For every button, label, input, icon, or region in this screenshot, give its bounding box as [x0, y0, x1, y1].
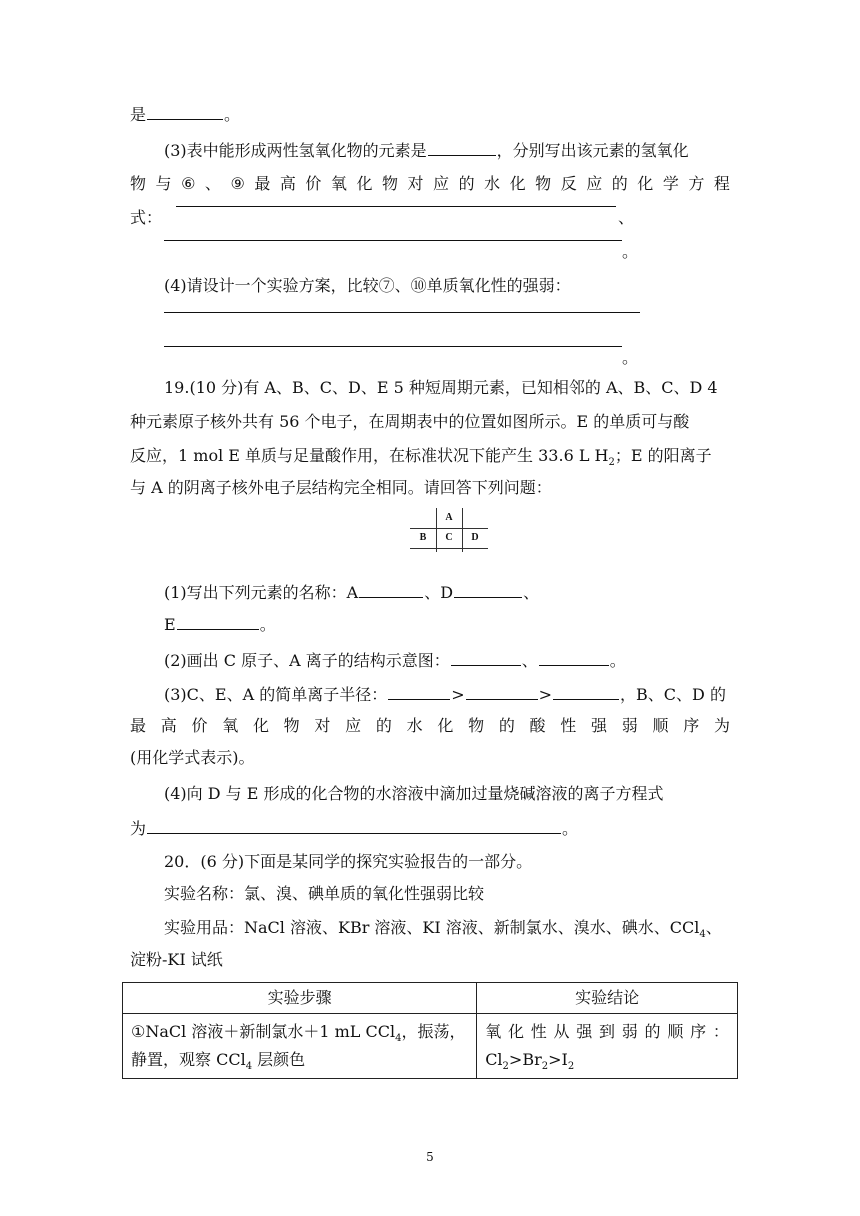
- q19-part3: (3)C、E、A 的简单离子半径： > > ，B、C、D 的: [164, 685, 726, 704]
- q19-line4: 与 A 的阴离子核外电子层结构完全相同。请回答下列问题：: [130, 478, 552, 497]
- spread-char: 应: [345, 716, 362, 735]
- spread-char: 弱: [621, 716, 638, 735]
- q19-part1-e: E 。: [164, 615, 276, 634]
- spread-char: 到: [599, 1022, 616, 1041]
- q20-name: 实验名称：氯、溴、碘单质的氧化性强弱比较: [164, 884, 485, 903]
- answer-blank[interactable]: [388, 684, 450, 700]
- q20-items-line2: 淀粉-KI 试纸: [130, 950, 223, 969]
- page-number: 5: [426, 1150, 434, 1164]
- spread-char: 氧: [485, 1022, 502, 1041]
- answer-blank[interactable]: [553, 684, 619, 700]
- spread-char: 物: [283, 716, 300, 735]
- spread-char: 弱: [621, 1022, 638, 1041]
- periodic-table-figure: [410, 508, 488, 552]
- spread-char: 高: [279, 174, 296, 193]
- q19-part1: (1)写出下列元素的名称：A 、D 、: [164, 583, 540, 602]
- spread-char: 应: [586, 174, 603, 193]
- table-row: [123, 1014, 738, 1079]
- answer-blank[interactable]: [451, 650, 521, 666]
- spread-char: 氧: [222, 716, 239, 735]
- spread-char: 性: [530, 1022, 547, 1041]
- spread-char: ⑨: [230, 174, 245, 193]
- spread-char: 的: [644, 1022, 661, 1041]
- answer-blank[interactable]: [177, 614, 259, 630]
- spread-char: 水: [484, 174, 501, 193]
- answer-blank[interactable]: [539, 650, 609, 666]
- q18-end: 。: [622, 242, 639, 261]
- cell-d: D: [471, 532, 479, 543]
- q19-part4-line2: 为 。: [130, 819, 579, 838]
- spread-char: 的: [458, 174, 475, 193]
- spread-char: 性: [560, 716, 577, 735]
- q19-part4: (4)向 D 与 E 形成的化合物的水溶液中滴加过量烧碱溶液的离子方程式: [164, 784, 664, 803]
- spread-char: 学: [662, 174, 679, 193]
- q18-part3-line2: [130, 174, 730, 194]
- spread-char: 化: [507, 1022, 524, 1041]
- spread-char: 氧: [330, 174, 347, 193]
- conclusion-cell: 氧 化 性 从 强 到 弱 的 顺 序 ： $Cl_2>Br_2>I_2$: [477, 1014, 738, 1079]
- spread-char: 与: [155, 174, 172, 193]
- spread-char: 序: [690, 1022, 707, 1041]
- spread-char: 应: [433, 174, 450, 193]
- q18-sep: 、: [618, 208, 635, 227]
- spread-char: ⑥: [181, 174, 196, 193]
- q19-part2: (2)画出 C 原子、A 离子的结构示意图： 、 。: [164, 651, 626, 670]
- spread-char: 酸: [529, 716, 546, 735]
- spread-char: 化: [356, 174, 373, 193]
- spread-char: 方: [688, 174, 705, 193]
- q19-line3: 反应，1 mol E 单质与足量酸作用，在标准状况下能产生 33.6 L $H_2$；E 的阳离子: [130, 446, 712, 469]
- q20-items: 实验用品：NaCl 溶液、KBr 溶液、KI 溶液、新制氯水、溴水、碘水、CCl$_4$、: [164, 918, 722, 941]
- spread-char: 最: [254, 174, 271, 193]
- q19-line1: 19.(10 分)有 A、B、C、D、E 5 种短周期元素，已知相邻的 A、B、C、D 4: [164, 378, 718, 397]
- answer-line[interactable]: [164, 240, 622, 241]
- answer-line[interactable]: [164, 346, 622, 347]
- spread-char: 化: [252, 716, 269, 735]
- spread-char: 从: [553, 1022, 570, 1041]
- spread-char: 物: [535, 174, 552, 193]
- spread-char: 的: [375, 716, 392, 735]
- q19-part3-line2: [130, 716, 730, 736]
- answer-blank[interactable]: [147, 818, 561, 834]
- answer-blank[interactable]: [147, 104, 223, 120]
- q18-part4-end: 。: [622, 348, 639, 367]
- table-header-steps: 实验步骤: [123, 983, 477, 1014]
- answer-line[interactable]: [176, 206, 616, 207]
- spread-char: 为: [713, 716, 730, 735]
- spread-char: 化: [637, 174, 654, 193]
- spread-char: ：: [712, 1022, 729, 1041]
- cell-b: B: [419, 532, 427, 543]
- q19-line2: 种元素原子核外共有 56 个电子，在周期表中的位置如图所示。E 的单质可与酸: [130, 412, 690, 431]
- spread-char: 的: [611, 174, 628, 193]
- experiment-table: [122, 982, 738, 1079]
- q18-part3: (3)表中能形成两性氢氧化物的元素是 ，分别写出该元素的氢氧化: [164, 141, 689, 160]
- spread-char: 化: [437, 716, 454, 735]
- table-header-conclusion: 实验结论: [477, 983, 738, 1014]
- spread-char: 价: [191, 716, 208, 735]
- q18-part3-line3: 式：: [130, 208, 163, 227]
- spread-char: 序: [683, 716, 700, 735]
- step-cell: ①NaCl 溶液＋新制氯水＋1 mL CCl$_4$，振荡， 静置，观察 CCl$_4$ 层颜色: [123, 1014, 477, 1079]
- spread-char: 顺: [667, 1022, 684, 1041]
- spread-char: 最: [130, 716, 147, 735]
- q18-part4: (4)请设计一个实验方案，比较⑦、⑩单质氧化性的强弱：: [164, 276, 571, 295]
- spread-char: 对: [407, 174, 424, 193]
- spread-char: 物: [468, 716, 485, 735]
- answer-blank[interactable]: [454, 582, 522, 598]
- spread-char: 物: [130, 174, 147, 193]
- spread-char: 化: [509, 174, 526, 193]
- spread-char: 高: [160, 716, 177, 735]
- spread-char: 顺: [652, 716, 669, 735]
- answer-blank[interactable]: [359, 582, 423, 598]
- spread-char: 的: [498, 716, 515, 735]
- spread-char: 物: [381, 174, 398, 193]
- spread-char: 对: [314, 716, 331, 735]
- cell-c: C: [445, 532, 453, 543]
- q18-continuation: 是 。: [130, 105, 241, 124]
- spread-char: 强: [576, 1022, 593, 1041]
- spread-char: 、: [204, 174, 221, 193]
- spread-char: 反: [560, 174, 577, 193]
- spread-char: 水: [406, 716, 423, 735]
- answer-blank[interactable]: [428, 140, 496, 156]
- cell-a: A: [445, 512, 453, 523]
- answer-blank[interactable]: [466, 684, 538, 700]
- spread-char: 价: [305, 174, 322, 193]
- spread-char: 强: [591, 716, 608, 735]
- q19-part3-line3: (用化学式表示)。: [130, 748, 255, 767]
- spread-char: 程: [713, 174, 730, 193]
- q20-line1: 20．(6 分)下面是某同学的探究实验报告的一部分。: [164, 852, 533, 871]
- answer-line[interactable]: [164, 312, 640, 313]
